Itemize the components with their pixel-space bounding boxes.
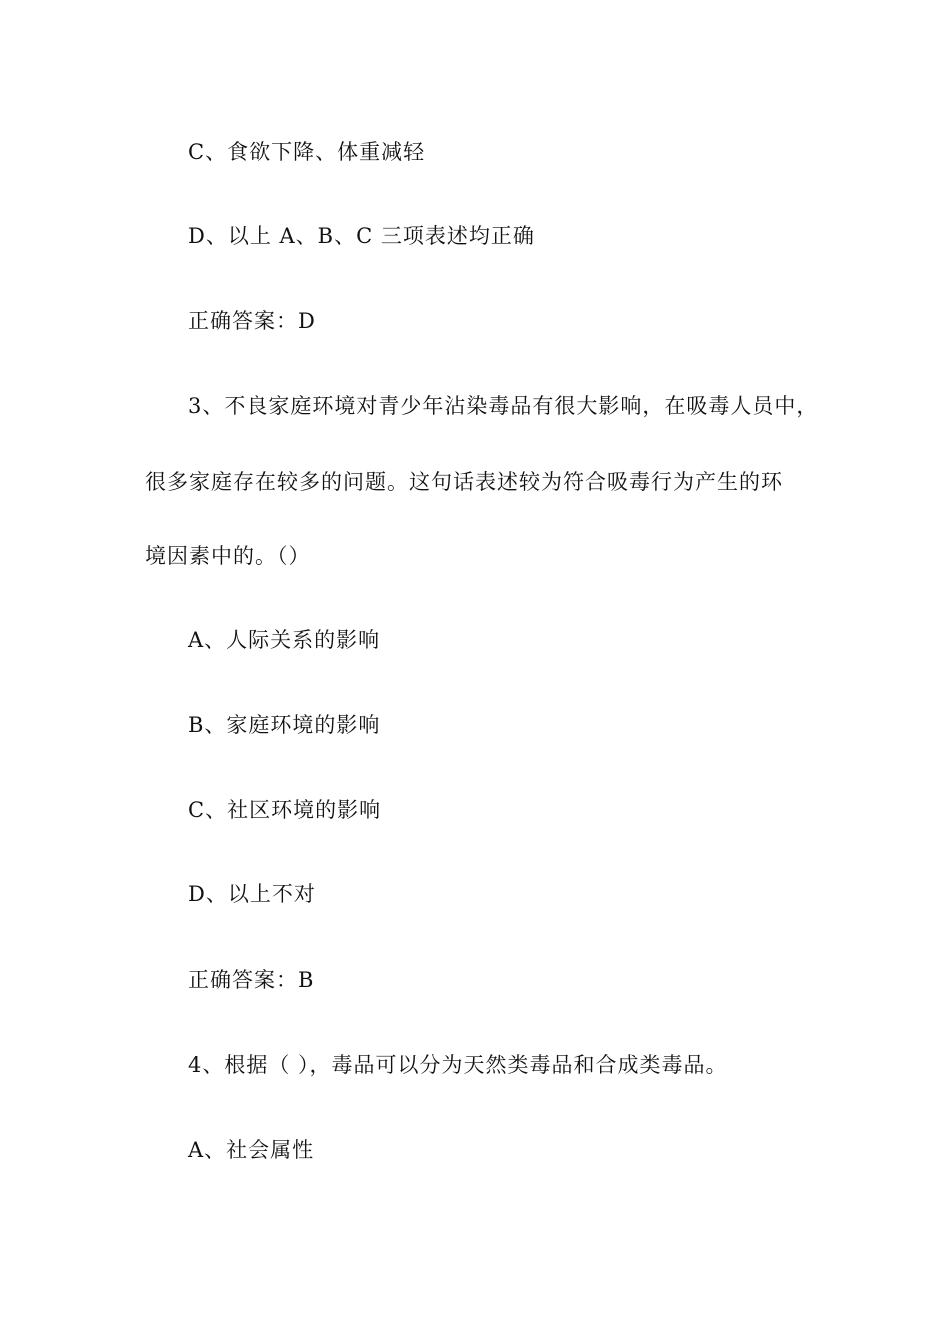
q3-option-a: A、人际关系的影响 bbox=[188, 628, 381, 652]
q4-option-a: A、社会属性 bbox=[188, 1138, 315, 1162]
q2-option-d: D、以上 A、B、C 三项表述均正确 bbox=[188, 224, 535, 248]
q3-option-d: D、以上不对 bbox=[188, 882, 316, 906]
q3-stem-line-1: 3、不良家庭环境对青少年沾染毒品有很大影响，在吸毒人员中， bbox=[188, 394, 819, 418]
q2-option-c: C、食欲下降、体重减轻 bbox=[188, 140, 426, 164]
q3-stem-line-2: 很多家庭存在较多的问题。这句话表述较为符合吸毒行为产生的环 bbox=[145, 470, 783, 494]
q3-answer: 正确答案：B bbox=[188, 968, 315, 992]
q3-option-c: C、社区环境的影响 bbox=[188, 798, 382, 822]
q3-option-b: B、家庭环境的影响 bbox=[188, 713, 381, 737]
q3-stem-line-3: 境因素中的。（） bbox=[145, 544, 311, 568]
q2-answer: 正确答案：D bbox=[188, 309, 316, 333]
q4-stem: 4、根据（ ），毒品可以分为天然类毒品和合成类毒品。 bbox=[188, 1053, 728, 1077]
